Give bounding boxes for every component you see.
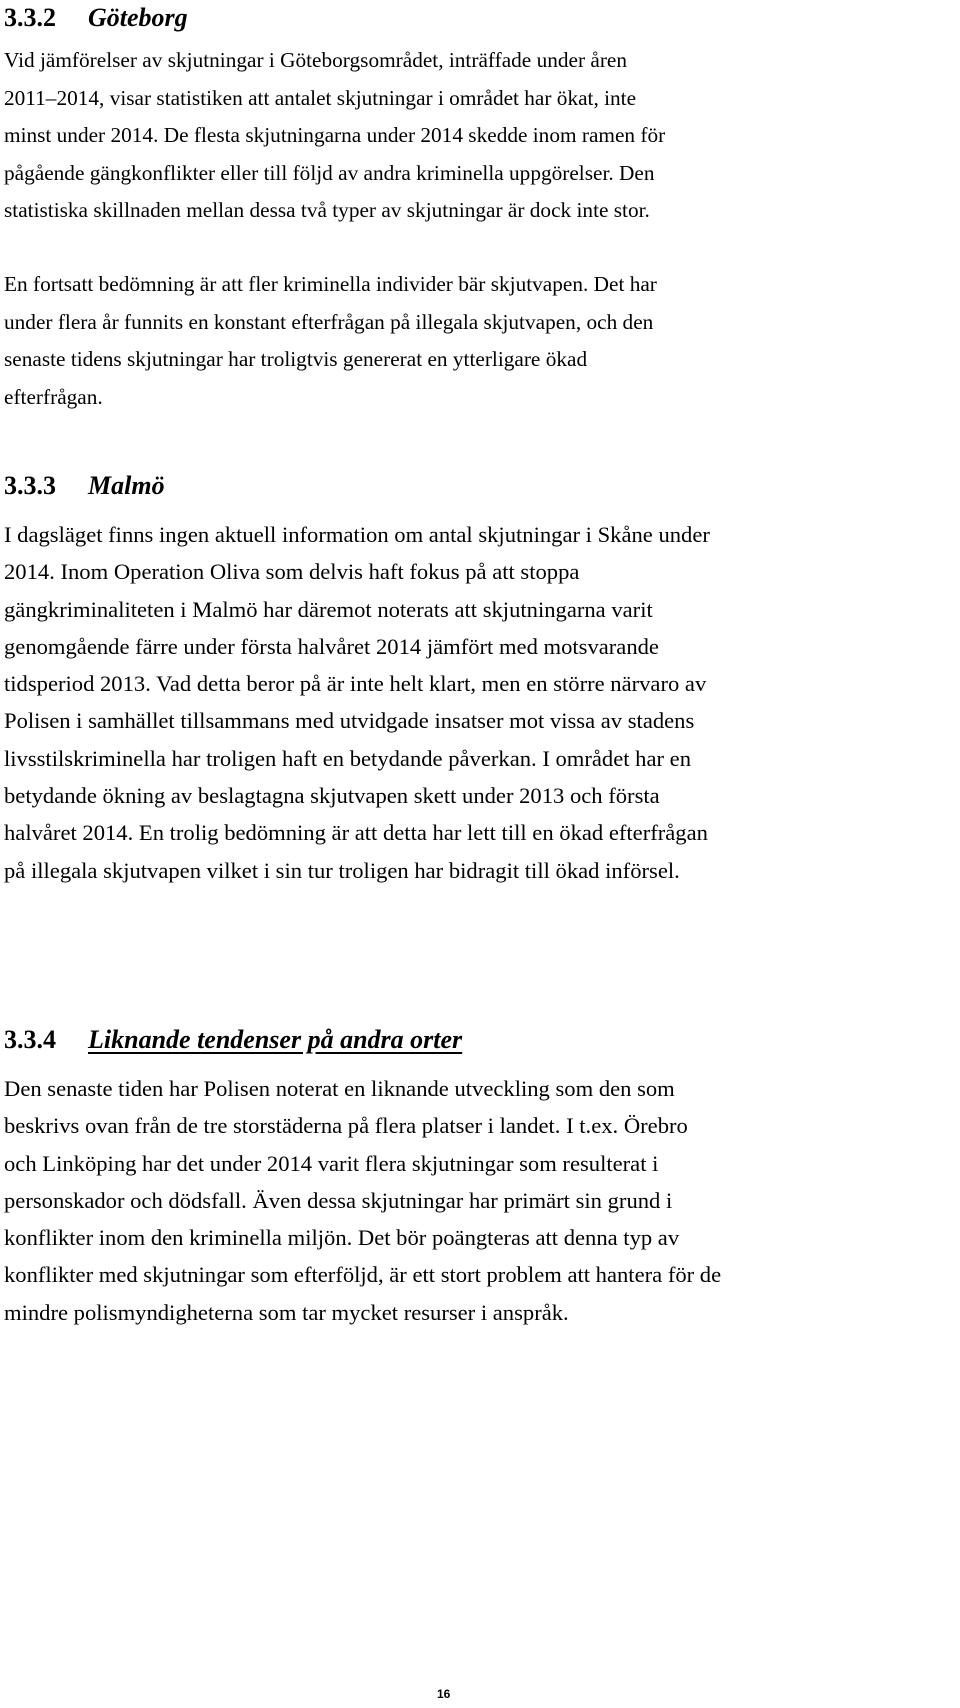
section-heading-malmo bbox=[4, 470, 165, 502]
text-line: halvåret 2014. En trolig bedömning är att detta har lett till en ökad efterfrågan bbox=[4, 820, 708, 846]
paragraph-goteborg-1 bbox=[4, 42, 944, 230]
text-line: och Linköping har det under 2014 varit flera skjutningar som resulterat i bbox=[4, 1150, 659, 1176]
paragraph-goteborg-2 bbox=[4, 266, 944, 416]
text-line: senaste tidens skjutningar har troligtvis genererat en ytterligare ökad bbox=[4, 347, 588, 372]
text-line: En fortsatt bedömning är att fler kriminella individer bär skjutvapen. Det har bbox=[4, 272, 657, 296]
text-line: Den senaste tiden har Polisen noterat en liknande utveckling som den som bbox=[4, 1076, 675, 1101]
text-line: mindre polismyndigheterna som tar mycket resurser i anspråk. bbox=[4, 1299, 569, 1325]
text-line: tidsperiod 2013. Vad detta beror på är inte helt klart, men en större närvaro av bbox=[4, 671, 707, 697]
text-line: statistiska skillnaden mellan dessa två typer av skjutningar är dock inte stor. bbox=[4, 198, 650, 223]
page-number: 16 bbox=[437, 1687, 451, 1701]
text-line: på illegala skjutvapen vilket i sin tur troligen har bidragit till ökad införsel. bbox=[4, 857, 680, 883]
text-line: Polisen i samhället tillsammans med utvidgade insatser mot vissa av stadens bbox=[4, 708, 695, 734]
section-number: 3.3.4 bbox=[4, 1025, 56, 1054]
section-title: Liknande tendenser på andra orter bbox=[88, 1025, 463, 1054]
text-line: genomgående färre under första halvåret 2014 jämfört med motsvarande bbox=[4, 633, 659, 659]
text-line: pågående gängkonflikter eller till följd av andra kriminella uppgörelser. Den bbox=[4, 160, 655, 185]
text-line: gängkriminaliteten i Malmö har däremot noterats att skjutningarna varit bbox=[4, 596, 653, 622]
text-line: livsstilskriminella har troligen haft en betydande påverkan. I området har en bbox=[4, 745, 691, 771]
section-title: Göteborg bbox=[88, 3, 188, 32]
text-line: Vid jämförelser av skjutningar i Göteborgsområdet, inträffade under åren bbox=[4, 48, 628, 72]
text-line: betydande ökning av beslagtagna skjutvapen skett under 2013 och första bbox=[4, 783, 660, 809]
text-line: minst under 2014. De flesta skjutningarna under 2014 skedde inom ramen för bbox=[4, 123, 666, 148]
text-line: konflikter inom den kriminella miljön. Det bör poängteras att denna typ av bbox=[4, 1225, 680, 1251]
section-number: 3.3.3 bbox=[4, 471, 56, 500]
section-heading-andra-orter bbox=[4, 1024, 462, 1056]
text-line: personskador och dödsfall. Även dessa skjutningar har primärt sin grund i bbox=[4, 1187, 673, 1213]
section-number: 3.3.2 bbox=[4, 3, 56, 32]
text-line: 2011–2014, visar statistiken att antalet skjutningar i området har ökat, inte bbox=[4, 85, 637, 110]
section-heading-goteborg bbox=[4, 2, 188, 34]
paragraph-malmo bbox=[4, 516, 944, 889]
text-line: 2014. Inom Operation Oliva som delvis haft fokus på att stoppa bbox=[4, 559, 580, 585]
paragraph-andra-orter bbox=[4, 1070, 944, 1331]
text-line: under flera år funnits en konstant efterfrågan på illegala skjutvapen, och den bbox=[4, 309, 654, 334]
text-line: I dagsläget finns ingen aktuell information om antal skjutningar i Skåne under bbox=[4, 522, 710, 547]
text-line: konflikter med skjutningar som efterföljd, är ett stort problem att hantera för de bbox=[4, 1262, 722, 1288]
section-title: Malmö bbox=[88, 471, 165, 500]
text-line: beskrivs ovan från de tre storstäderna på flera platser i landet. I t.ex. Örebro bbox=[4, 1113, 688, 1139]
text-line: efterfrågan. bbox=[4, 384, 103, 409]
